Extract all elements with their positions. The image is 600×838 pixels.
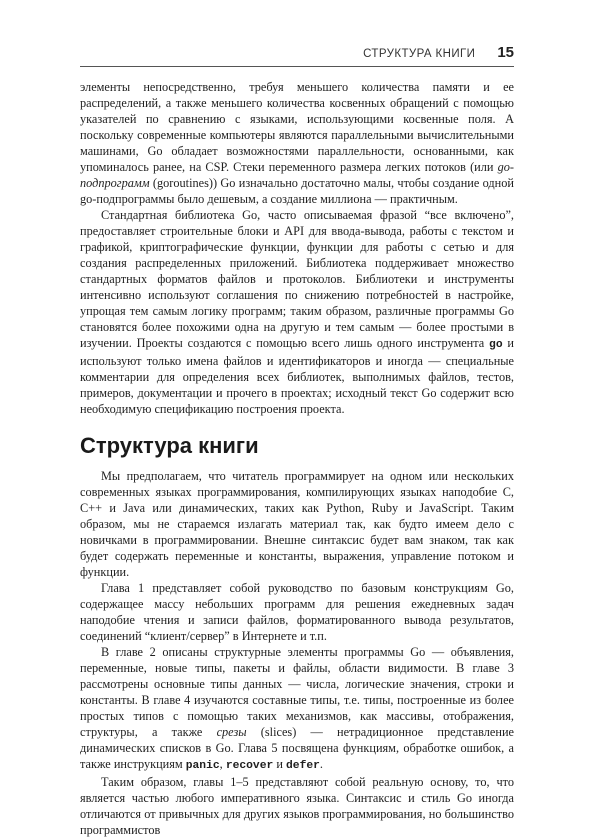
paragraph-text: , xyxy=(219,757,226,771)
paragraph: Мы предполагаем, что читатель программирует на одном или нескольких современных языках программирования, компилирующих языках наподобие C, C++ и Java или динамических, таких как Python, Ruby и JavaScript. Таким образом, мы не стараемся излагать материал так, как будто имеем дело с новичками в программировании. Внешне синтаксис будет вам знаком, так как будет содержать переменные и константы, выражения, управление потоком и функции. xyxy=(80,469,514,579)
paragraph-text: . xyxy=(319,757,323,771)
italic-term: go-подпрограмм xyxy=(80,160,514,190)
paragraph-text: (goroutines)) Go изначально достаточно малы, чтобы создание одной go-подпрограммы было дешевым, а создание миллиона — практичным. xyxy=(80,176,514,206)
section-heading: Структура книги xyxy=(80,433,259,458)
page-body xyxy=(80,79,514,838)
italic-term: срезы xyxy=(216,725,247,739)
paragraph-text: В главе 2 описаны структурные элементы программы Go — объявления, переменные, новые типы, пакеты и файлы, области видимости. В главе 3 рассмотрены основные типы данных — числа, логические значения, строки и константы. В главе 4 изучаются составные типы, т.е. типы, построенные из более простых типов с помощью таких механизмов, как массивы, отображения, структуры, а также xyxy=(80,645,514,739)
running-head xyxy=(80,44,514,67)
page-number: 15 xyxy=(497,44,514,61)
paragraph xyxy=(80,644,514,774)
inline-code: defer xyxy=(286,760,320,772)
running-head-title: СТРУКТУРА КНИГИ xyxy=(363,48,476,60)
inline-code: panic xyxy=(185,760,220,772)
paragraph xyxy=(80,79,514,207)
paragraph: Таким образом, главы 1–5 представляют собой реальную основу, то, что является частью любого императивного языка. Синтаксис и стиль Go иногда отличаются от привычных для других языков программирования, но большинство программистов xyxy=(80,775,514,837)
paragraph-text: (slices) — нетрадиционное представление динамических списков в Go. Глава 5 посвящена функциям, обработке ошибок, а также инструкциям xyxy=(80,725,515,771)
paragraph: Глава 1 представляет собой руководство по базовым конструкциям Go, содержащее массу небольших программ для решения ежедневных задач наподобие чтения и записи файлов, форматированного вывода результатов, соединений “клиент/сервер” в Интернете и т.п. xyxy=(80,581,514,643)
paragraph-text: Стандартная библиотека Go, часто описываемая фразой “все включено”, предоставляет строительные блоки и API для ввода-вывода, работы с текстом и графикой, криптографические функции, функции для работы с сетью и для создания распределенных приложений. Библиотека поддерживает множество стандартных форматов файлов и протоколов. Библиотеки и инструменты интенсивно используют соглашения по снижению потребностей в настройке, упрощая тем самым логику программ; таким образом, различные программы Go становятся более похожими одна на другую и тем самым — более простыми в изучении. Проекты создаются с помощью всего лишь одного инструмента xyxy=(80,208,514,350)
paragraph xyxy=(80,207,514,417)
paragraph-text: и используют только имена файлов и идентификаторов и иногда — специальные комментарии для определения всех библиотек, выполнимых файлов, тестов, примеров, документации и прочего в проектах; исходный текст Go содержит всю необходимую спецификацию построения проекта. xyxy=(80,336,514,416)
inline-code: recover xyxy=(225,760,274,772)
paragraph-text: и xyxy=(273,757,287,771)
paragraph-text: элементы непосредственно, требуя меньшего количества памяти и ее распределений, а также меньшего количества косвенных обращений с помощью указателей по сравнению с языками, использующими косвенные поля. А поскольку современные компьютеры являются параллельными вычислительными машинами, Go обладает возможностями параллельности, основанными, как упоминалось ранее, на CSP. Стеки переменного размера легких потоков (или xyxy=(80,80,514,174)
inline-code: go xyxy=(489,339,503,351)
